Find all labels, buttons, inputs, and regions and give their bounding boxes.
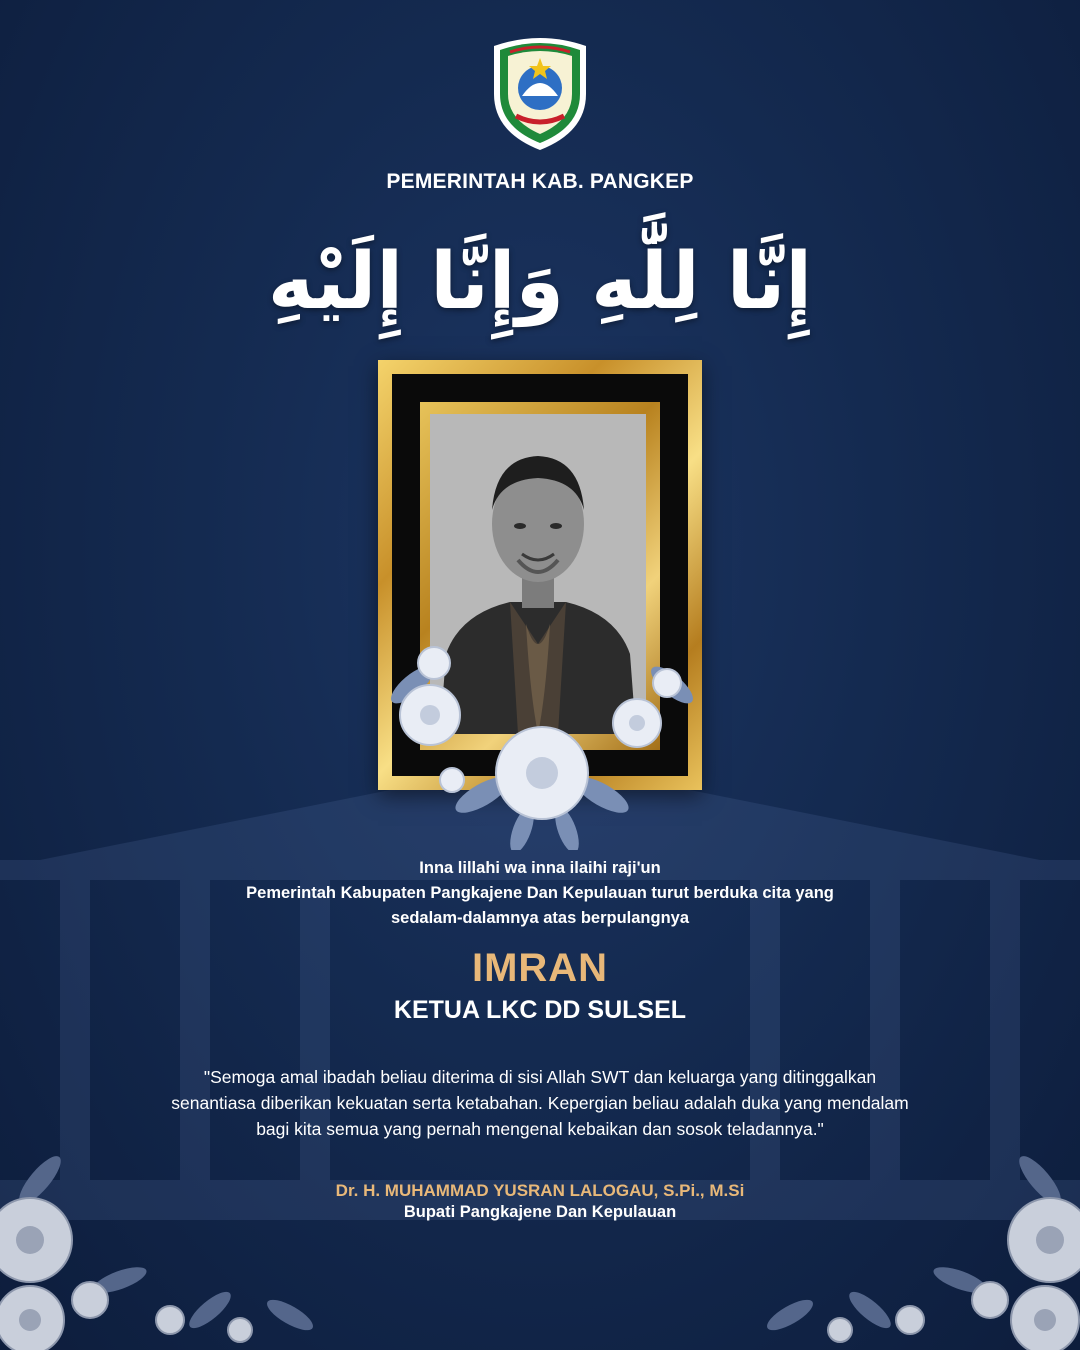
intro-line-3: sedalam-dalamnya atas berpulangnya: [390, 909, 690, 927]
condolence-intro: [140, 856, 940, 931]
bottom-flower-decoration-icon: [0, 1140, 1080, 1350]
arabic-calligraphy: إِنَّا لِلَّٰهِ وَإِنَّا إِلَيْهِ: [267, 237, 813, 327]
quote-line-1: "Semoga amal ibadah beliau diterima di sisi Allah SWT dan keluarga yang ditinggalkan: [203, 1067, 877, 1087]
quote-line-2: senantiasa diberikan kekuatan serta ketabahan. Kepergian beliau adalah duka yang mendalam: [171, 1093, 909, 1113]
condolence-quote: [130, 1064, 950, 1142]
deceased-name: IMRAN: [471, 946, 609, 990]
signer-name: Dr. H. MUHAMMAD YUSRAN LALOGAU, S.Pi., M.Si: [335, 1181, 745, 1200]
intro-line-2: Pemerintah Kabupaten Pangkajene Dan Kepulauan turut berduka cita yang: [246, 884, 834, 902]
government-title: PEMERINTAH KAB. PANGKEP: [386, 170, 694, 193]
pangkep-regency-crest-icon: [486, 32, 594, 152]
deceased-position: KETUA LKC DD SULSEL: [393, 996, 687, 1024]
intro-line-1: Inna lillahi wa inna ilaihi raji'un: [419, 859, 661, 877]
signer-title: Bupati Pangkajene Dan Kepulauan: [403, 1203, 677, 1221]
quote-line-3: bagi kita semua yang pernah mengenal kebaikan dan sosok teladannya.": [256, 1119, 824, 1139]
white-flower-arrangement-icon: [372, 625, 712, 850]
